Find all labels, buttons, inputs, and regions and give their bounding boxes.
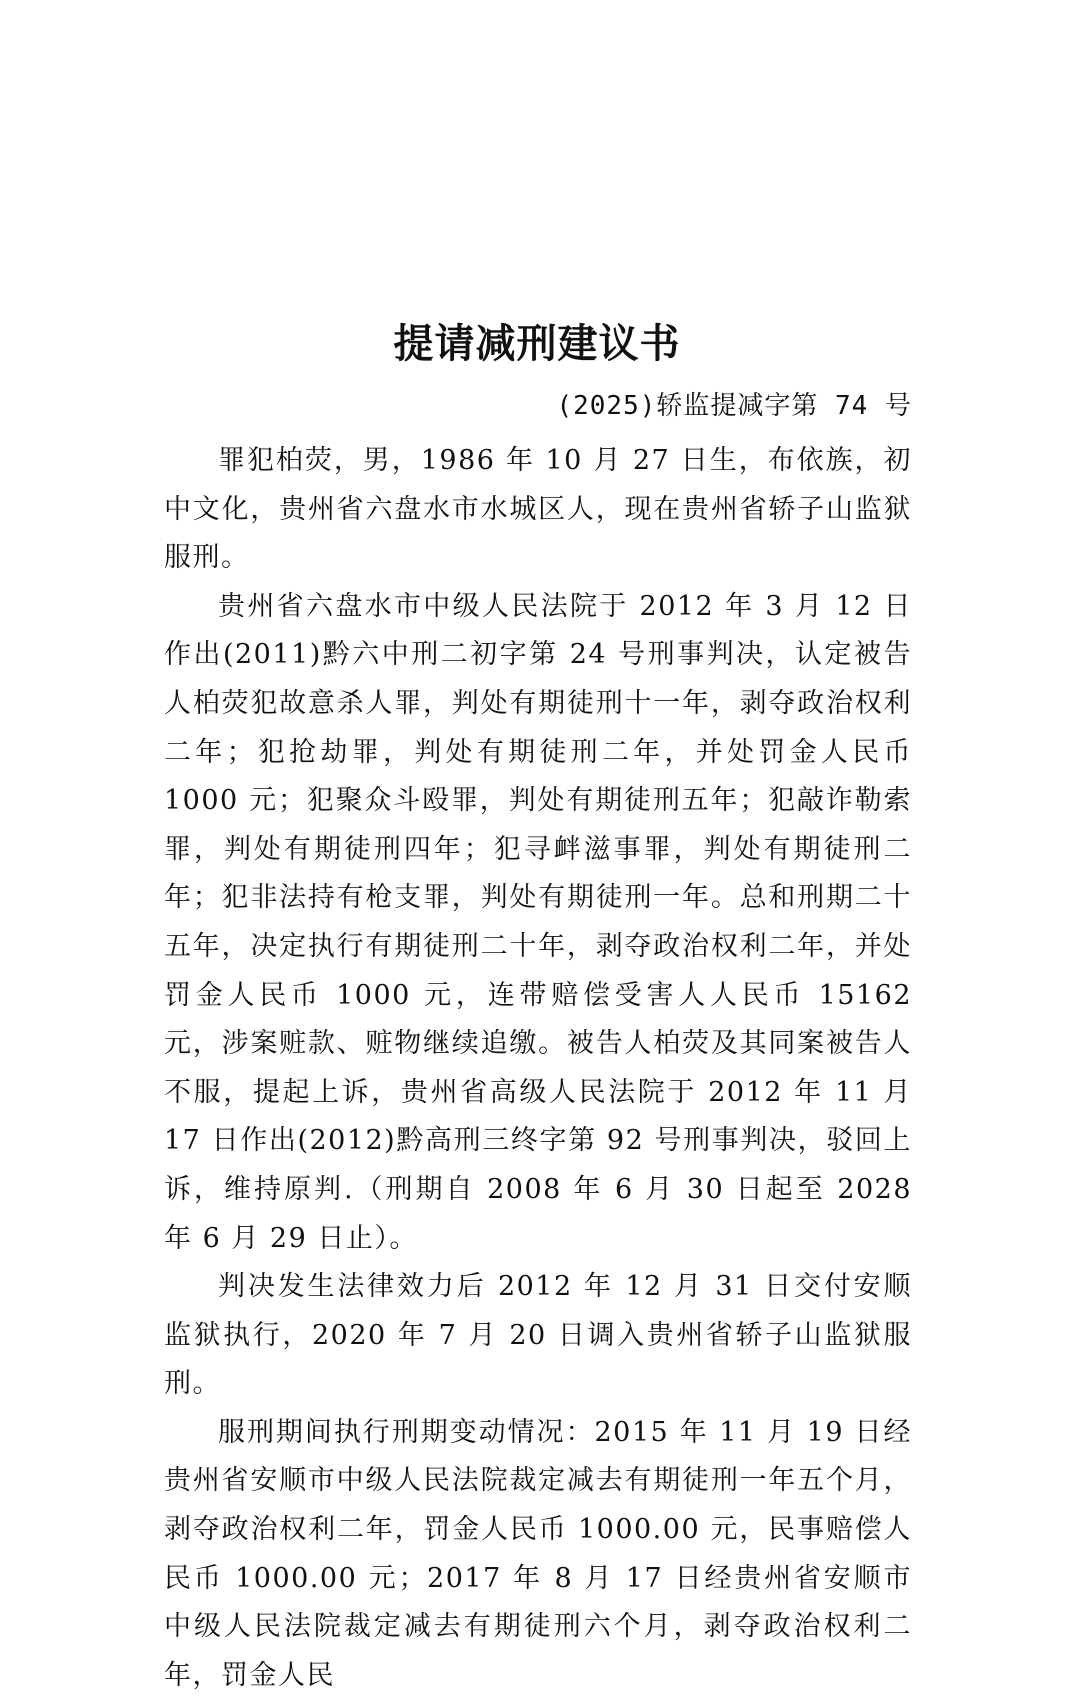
paragraph-transfer: 判决发生法律效力后 2012 年 12 月 31 日交付安顺监狱执行，2020 年 7 月 20 日调入贵州省轿子山监狱服刑。	[164, 1271, 912, 1400]
document-number: (2025)轿监提减字第 74 号	[556, 391, 912, 421]
paragraph-sentence-changes: 服刑期间执行刑期变动情况：2015 年 11 月 19 日经贵州省安顺市中级人民法院裁定减去有期徒刑一年五个月，剥夺政治权利二年，罚金人民币 1000.00 元，民事赔偿人民币 1000.00 元；2017 年 8 月 17 日经贵州省安顺市中级人民法院裁定减去有期徒刑六个月，剥夺政治权利二年，罚金人民	[164, 1416, 912, 1691]
paragraph-personal-info: 罪犯柏荧，男，1986 年 10 月 27 日生，布依族，初中文化，贵州省六盘水市水城区人，现在贵州省轿子山监狱服刑。	[164, 445, 912, 574]
document-body	[164, 437, 912, 1700]
document-title: 提请减刑建议书	[393, 320, 681, 367]
paragraph-judgment: 贵州省六盘水市中级人民法院于 2012 年 3 月 12 日作出(2011)黔六中刑二初字第 24 号刑事判决，认定被告人柏荧犯故意杀人罪，判处有期徒刑十一年，剥夺政治权利二年；犯抢劫罪，判处有期徒刑二年，并处罚金人民币 1000 元；犯聚众斗殴罪，判处有期徒刑五年；犯敲诈勒索罪，判处有期徒刑四年；犯寻衅滋事罪，判处有期徒刑二年；犯非法持有枪支罪，判处有期徒刑一年。总和刑期二十五年，决定执行有期徒刑二十年，剥夺政治权利二年，并处罚金人民币 1000 元，连带赔偿受害人人民币 15162 元，涉案赃款、赃物继续追缴。被告人柏荧及其同案被告人不服，提起上诉，贵州省高级人民法院于 2012 年 11 月 17 日作出(2012)黔高刑三终字第 92 号刑事判决，驳回上诉，维持原判.（刑期自 2008 年 6 月 30 日起至 2028 年 6 月 29 日止）。	[164, 590, 912, 1254]
